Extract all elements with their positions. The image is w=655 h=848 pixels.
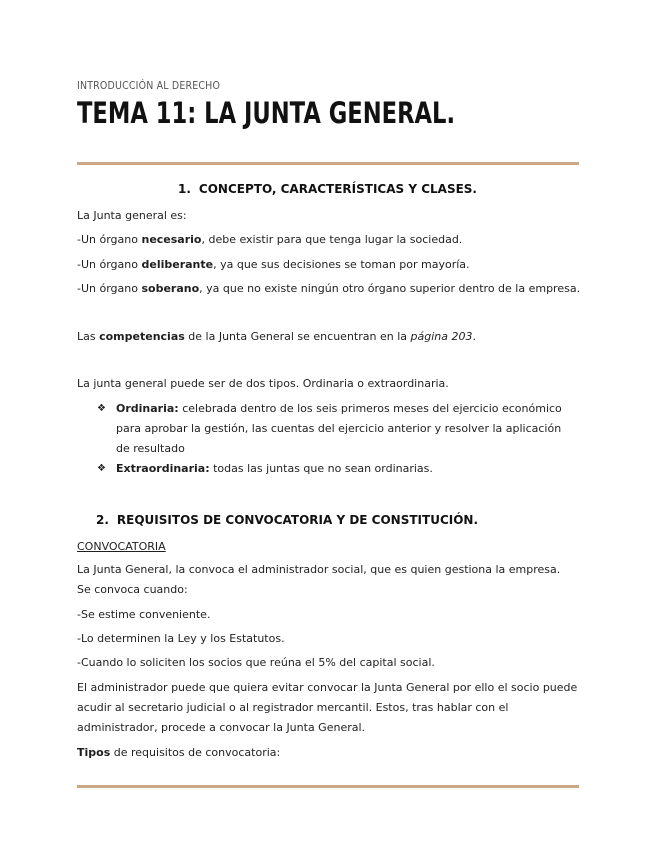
administrador-para: El administrador puede que quiera evitar convocar la Junta General por ello el socio puede acudir al secretario judicial o al registrador mercantil. Estos, tras hablar con el administrador, procede a convocar la Junta General. xyxy=(77,681,578,734)
tipos-line xyxy=(77,743,582,763)
tipos-term: Tipos xyxy=(77,746,111,759)
organ-desc: , ya que sus decisiones se toman por mayoría. xyxy=(213,258,470,271)
condition-line: -Cuando lo soliciten los socios que reúna el 5% del capital social. xyxy=(77,656,435,669)
organ-line xyxy=(77,255,582,275)
comp-term: competencias xyxy=(99,330,185,343)
types-list xyxy=(97,399,577,479)
condition-line: -Lo determinen la Ley y los Estatutos. xyxy=(77,632,285,645)
page-reference: página 203 xyxy=(410,330,473,343)
section-heading-2 xyxy=(96,513,478,527)
type-desc: celebrada dentro de los seis primeros meses del ejercicio económico para aprobar la gestión, las cuentas del ejercicio anterior y resolver la aplicación de resultado xyxy=(116,402,562,455)
section-number: 1. xyxy=(177,182,191,196)
diamond-bullet-icon: ❖ xyxy=(97,463,106,474)
type-term: Extraordinaria: xyxy=(116,462,210,475)
organ-desc: , debe existir para que tenga lugar la sociedad. xyxy=(201,233,463,246)
competencias-line xyxy=(77,327,582,347)
section-number: 2. xyxy=(96,513,109,527)
type-term: Ordinaria: xyxy=(116,402,179,415)
list-item xyxy=(97,459,577,479)
intro-text: La Junta general es: xyxy=(77,209,187,222)
organ-prefix: -Un órgano xyxy=(77,258,142,271)
organ-prefix: -Un órgano xyxy=(77,233,142,246)
tipos-desc: de requisitos de convocatoria: xyxy=(110,746,281,759)
type-desc: todas las juntas que no sean ordinarias. xyxy=(209,462,433,475)
organ-desc: , ya que no existe ningún otro órgano superior dentro de la empresa. xyxy=(199,282,581,295)
list-item xyxy=(97,399,577,459)
comp-middle: de la Junta General se encuentran en la xyxy=(184,330,411,343)
section-title: REQUISITOS DE CONVOCATORIA Y DE CONSTITUCIÓN. xyxy=(116,513,479,527)
organ-term: soberano xyxy=(141,282,200,295)
organ-line xyxy=(77,230,582,250)
organ-term: necesario xyxy=(141,233,202,246)
convocatoria-para: La Junta General, la convoca el administrador social, que es quien gestiona la empresa. Se convoca cuando: xyxy=(77,563,561,596)
page-title: TEMA 11: LA JUNTA GENERAL. xyxy=(77,96,456,130)
section-title: CONCEPTO, CARACTERÍSTICAS Y CLASES. xyxy=(198,182,477,196)
comp-end: . xyxy=(472,330,476,343)
diamond-bullet-icon: ❖ xyxy=(97,403,106,414)
types-intro: La junta general puede ser de dos tipos. Ordinaria o extraordinaria. xyxy=(77,377,449,390)
organ-line xyxy=(77,279,582,299)
condition-line: -Se estime conveniente. xyxy=(77,608,211,621)
footer-divider xyxy=(77,785,579,788)
subject-label: INTRODUCCIÓN AL DERECHO xyxy=(77,79,221,92)
section-heading-1 xyxy=(0,182,655,196)
subheading-convocatoria: CONVOCATORIA xyxy=(77,540,166,553)
comp-prefix: Las xyxy=(77,330,100,343)
header-divider xyxy=(77,162,579,165)
organ-term: deliberante xyxy=(141,258,214,271)
organ-prefix: -Un órgano xyxy=(77,282,142,295)
